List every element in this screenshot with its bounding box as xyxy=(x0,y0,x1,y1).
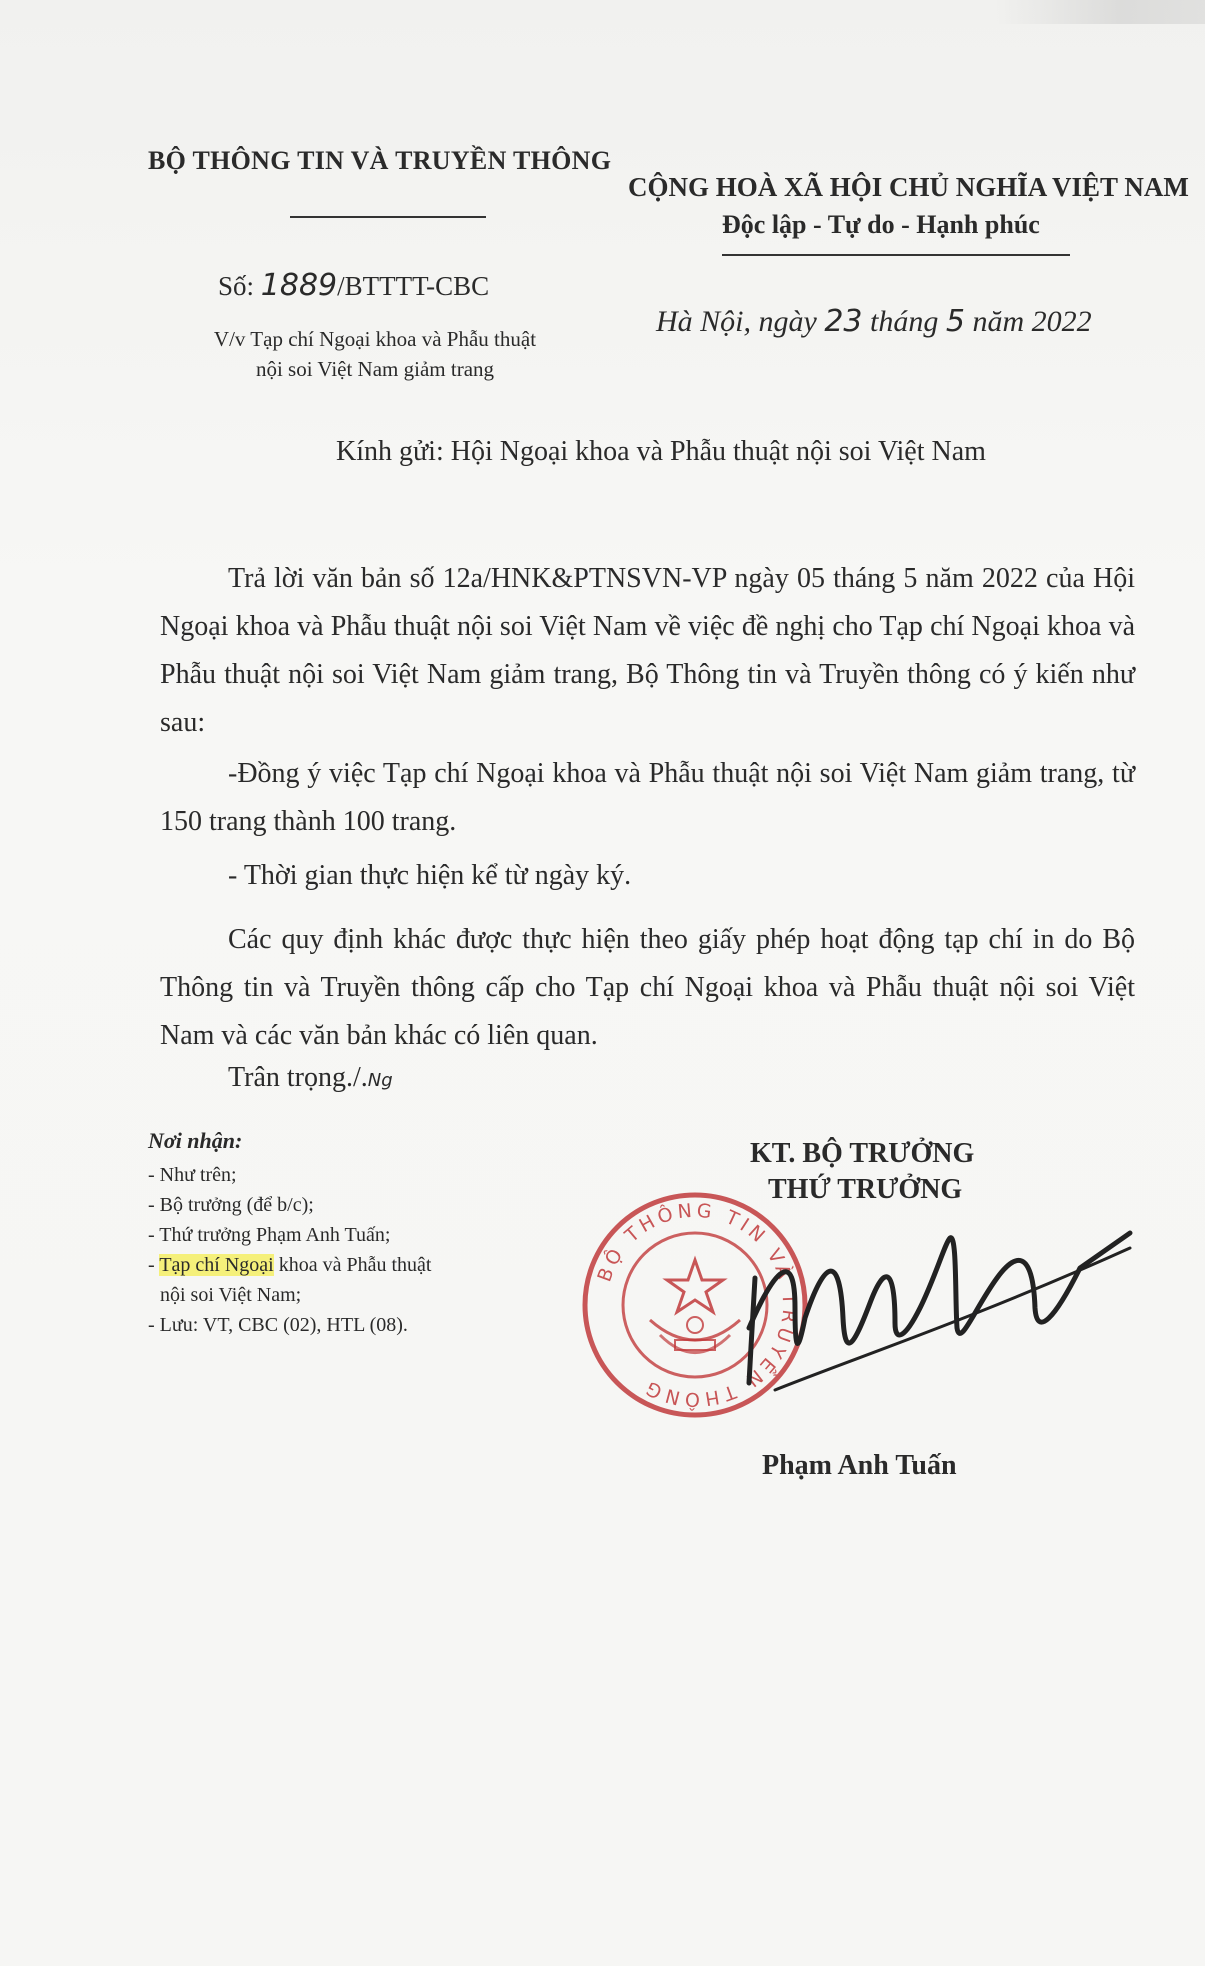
recipient-item: nội soi Việt Nam; xyxy=(160,1284,302,1306)
subject-line-1: V/v Tạp chí Ngoại khoa và Phẫu thuật xyxy=(213,327,537,351)
recipient-item: - Bộ trưởng (để b/c); xyxy=(148,1194,314,1216)
document-date xyxy=(656,304,1092,339)
signature-title-2: THỨ TRƯỞNG xyxy=(768,1174,963,1205)
body-paragraph-2: Các quy định khác được thực hiện theo giấy phép hoạt động tạp chí in do Bộ Thông tin và Truyền thông cấp cho Tạp chí Ngoại khoa và Phẫu thuật nội soi Việt Nam và các văn bản khác có liên quan. xyxy=(160,924,1135,1051)
recipient-item-highlighted xyxy=(148,1250,548,1280)
body-bullet-2: - Thời gian thực hiện kể từ ngày ký. xyxy=(228,860,632,891)
recipient-item: - Thứ trưởng Phạm Anh Tuấn; xyxy=(148,1224,391,1246)
recipient-item: - Như trên; xyxy=(148,1164,237,1186)
body-bullet-1: -Đồng ý việc Tạp chí Ngoại khoa và Phẫu thuật nội soi Việt Nam giảm trang, từ 150 trang thành 100 trang. xyxy=(160,758,1135,837)
highlighted-text: Tạp chí Ngoại xyxy=(159,1254,274,1276)
signature-title-1: KT. BỘ TRƯỞNG xyxy=(750,1138,975,1169)
recipients-list xyxy=(148,1160,548,1340)
recipient-line: Kính gửi: Hội Ngoại khoa và Phẫu thuật nội soi Việt Nam xyxy=(336,436,986,467)
document-subject xyxy=(190,324,560,384)
national-motto: Độc lập - Tự do - Hạnh phúc xyxy=(722,210,1040,239)
handwritten-signature xyxy=(735,1208,1135,1408)
doc-number-suffix: /BTTTT-CBC xyxy=(337,271,490,301)
subject-line-2: nội soi Việt Nam giảm trang xyxy=(255,357,495,381)
document-number xyxy=(218,268,489,303)
date-month: 5 xyxy=(945,304,965,339)
organization-underline xyxy=(290,216,486,218)
closing-line xyxy=(228,1062,393,1094)
signer-name: Phạm Anh Tuấn xyxy=(762,1450,957,1481)
body-paragraph-1: Trả lời văn bản số 12a/HNK&PTNSVN-VP ngày 05 tháng 5 năm 2022 của Hội Ngoại khoa và Phẫu thuật nội soi Việt Nam về việc đề nghị cho Tạp chí Ngoại khoa và Phẫu thuật nội soi Việt Nam giảm trang, Bộ Thông tin và Truyền thông có ý kiến như sau: xyxy=(160,563,1135,738)
date-month-word: tháng xyxy=(870,305,939,338)
recipients-list-title: Nơi nhận: xyxy=(148,1128,243,1153)
doc-number-handwritten: 1889 xyxy=(260,268,338,303)
doc-number-prefix: Số: xyxy=(218,271,255,301)
recipient-item-rest: khoa và Phẫu thuật xyxy=(273,1254,432,1276)
date-year: năm 2022 xyxy=(972,305,1092,338)
recipient-item: - Lưu: VT, CBC (02), HTL (08). xyxy=(148,1314,408,1336)
recipient-item-dash: - xyxy=(148,1254,160,1276)
national-title: CỘNG HOÀ XÃ HỘI CHỦ NGHĨA VIỆT NAM xyxy=(628,172,1189,202)
page-corner-smudge xyxy=(995,0,1205,24)
closing-initials: Ng xyxy=(367,1070,393,1091)
issuing-organization: BỘ THÔNG TIN VÀ TRUYỀN THÔNG xyxy=(148,146,612,175)
closing-text: Trân trọng./. xyxy=(228,1062,368,1093)
motto-underline xyxy=(722,254,1070,256)
svg-text:BỘ THÔNG TIN VÀ TRUYỀN THÔNG: BỘ THÔNG TIN VÀ TRUYỀN THÔNG xyxy=(593,1199,801,1411)
date-place: Hà Nội, ngày xyxy=(656,305,817,338)
date-day: 23 xyxy=(824,304,863,339)
